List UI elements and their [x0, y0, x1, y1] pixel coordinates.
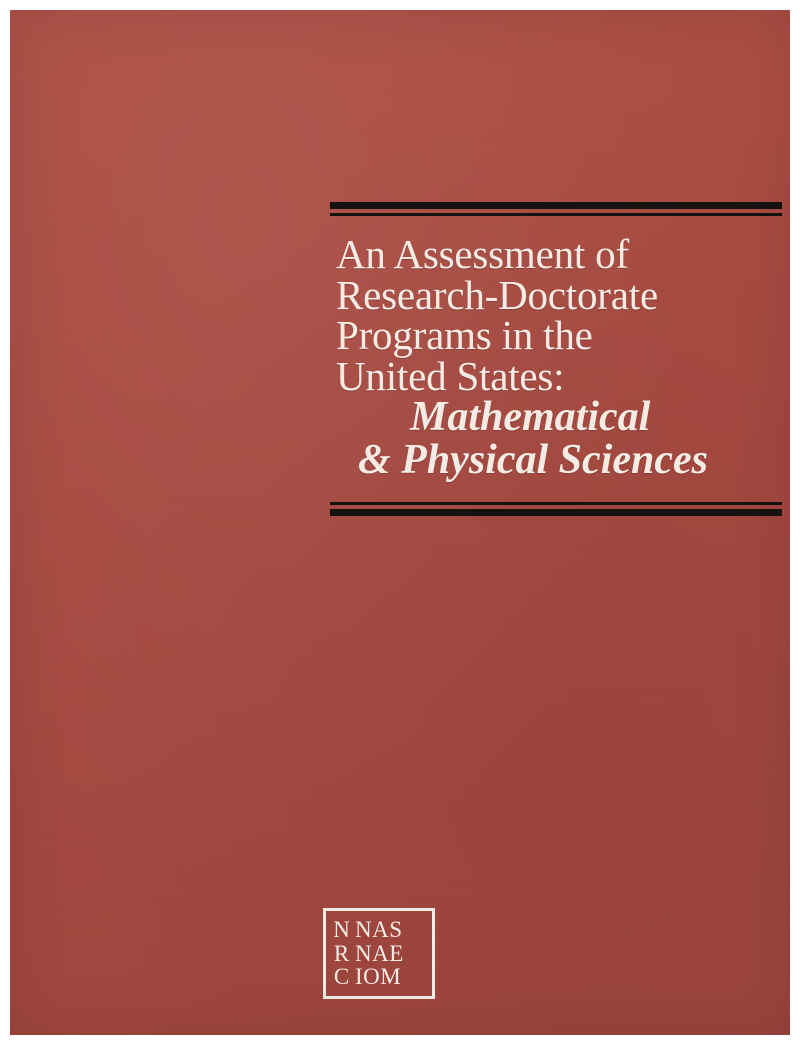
title-text — [330, 216, 782, 496]
bottom-rules — [330, 502, 782, 516]
title-line-2: Research-Doctorate — [336, 271, 658, 318]
bottom-rule-thick — [330, 509, 782, 516]
title-line-1: An Assessment of — [336, 231, 629, 277]
paper-grain-texture — [10, 10, 790, 1035]
subtitle-line-1: Mathematical — [410, 394, 651, 441]
publisher-logo — [323, 908, 435, 999]
logo-text-nas: NAS — [355, 916, 403, 942]
logo-letter-r: R — [333, 940, 350, 966]
logo-text-iom: IOM — [355, 964, 402, 990]
logo-text-nae: NAE — [355, 940, 404, 966]
logo-right-column — [355, 911, 432, 996]
title-line-4: United States: — [336, 352, 565, 399]
logo-left-column — [326, 911, 355, 996]
subtitle-line-2-text: Physical Sciences — [401, 437, 708, 484]
top-rule-thick — [330, 202, 782, 209]
subtitle-line-2 — [336, 439, 782, 482]
ampersand-glyph: & — [358, 437, 391, 484]
title-block — [330, 202, 782, 516]
logo-letter-c: C — [333, 964, 350, 990]
logo-letter-n: N — [333, 916, 350, 942]
title-line-3: Programs in the — [336, 312, 593, 359]
book-cover — [10, 10, 790, 1035]
